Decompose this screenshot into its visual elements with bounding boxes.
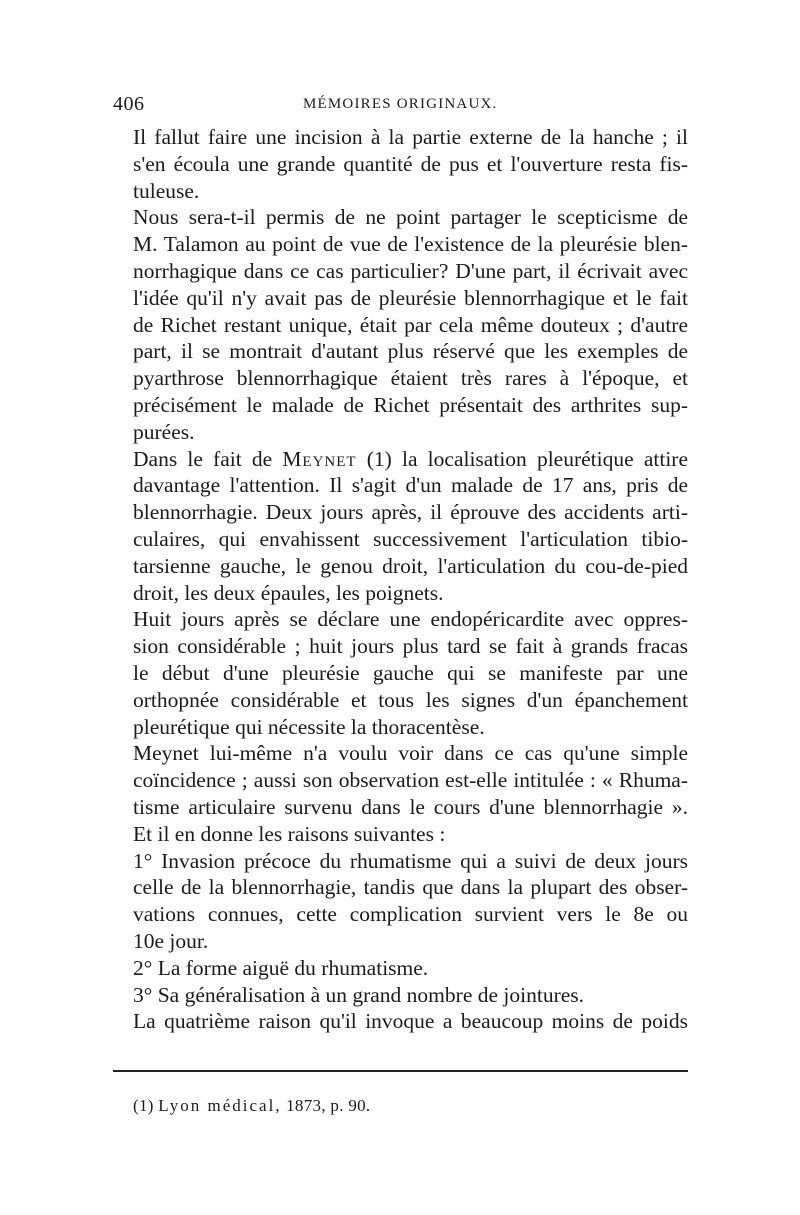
paragraph-9 [113,1008,688,1035]
paragraph-4 [113,606,688,740]
text-line: tisme articulaire survenu dans le cours d'une blennorrhagie ». [133,794,688,819]
paragraph-5 [113,740,688,847]
text-line: culaires, qui envahissent successivement l'articulation tibio- [133,526,688,551]
text-line: le début d'une pleurésie gauche qui se manifeste par une [133,660,688,685]
text-line: vations connues, cette complication survient vers le 8e ou [133,902,688,927]
text-line: 10e jour. [133,928,209,953]
text-line: Meynet lui-même n'a voulu voir dans ce cas qu'une simple [133,741,688,766]
body-text [113,124,688,1035]
text-line: 2° La forme aiguë du rhumatisme. [133,955,429,980]
text-line: celle de la blennorrhagie, tandis que dans la plupart des obser- [133,875,688,900]
text-line: pleurétique qui nécessite la thoracentèse. [133,714,485,739]
text-line: Et il en donne les raisons suivantes : [133,821,446,846]
text-line: M. Talamon au point de vue de l'existence de la pleurésie blen- [133,232,688,257]
footnote-rule [113,1070,688,1072]
paragraph-2 [113,204,688,445]
footnote-marker: (1) [133,1096,154,1115]
text-line: Huit jours après se déclare une endopéricardite avec oppres- [133,607,688,632]
text-line: 3° Sa généralisation à un grand nombre de jointures. [133,982,585,1007]
page-header [113,93,688,119]
footnote-journal: Lyon médical, [158,1096,282,1115]
footnote-reference: 1873, p. 90. [286,1096,371,1115]
text-fragment: Dans le fait de [133,446,283,471]
text-line: purées. [133,419,195,444]
author-name: Meynet [282,446,357,471]
text-line: orthopnée considérable et tous les signes d'un épanchement [133,687,688,712]
text-line: 1° Invasion précoce du rhumatisme qui a suivi de deux jours [133,848,688,873]
text-line: tarsienne gauche, le genou droit, l'articulation du cou-de-pied [133,553,688,578]
text-line: Nous sera-t-il permis de ne point partager le scepticisme de [133,205,688,230]
text-line: s'en écoula une grande quantité de pus et l'ouverture resta fis- [133,151,688,176]
text-line: l'idée qu'il n'y avait pas de pleurésie blennorrhagique et le fait [133,285,688,310]
page-number: 406 [113,93,145,115]
text-fragment: (1) la localisation pleurétique attire [356,446,688,471]
text-line: norrhagique dans ce cas particulier? D'une part, il écrivait avec [133,258,688,283]
paragraph-7 [113,955,688,982]
text-line: droit, les deux épaules, les poignets. [133,580,444,605]
running-title: MÉMOIRES ORIGINAUX. [303,96,498,112]
text-line: sion considérable ; huit jours plus tard se fait à grands fracas [133,634,688,659]
text-line: pyarthrose blennorrhagique étaient très rares à l'époque, et [133,366,688,391]
text-line: part, il se montrait d'autant plus réservé que les exemples de [133,339,688,364]
text-line [113,446,688,473]
paragraph-1 [113,124,688,204]
footnote [133,1096,370,1116]
text-line: davantage l'attention. Il s'agit d'un malade de 17 ans, pris de [133,473,688,498]
paragraph-6 [113,848,688,955]
text-line: blennorrhagie. Deux jours après, il éprouve des accidents arti- [133,500,688,525]
text-line: tuleuse. [133,178,200,203]
text-line: La quatrième raison qu'il invoque a beaucoup moins de poids [133,1009,688,1034]
text-line: précisément le malade de Richet présentait des arthrites sup- [133,392,688,417]
paragraph-8 [113,982,688,1009]
paragraph-3 [113,446,688,607]
text-line: Il fallut faire une incision à la partie externe de la hanche ; il [133,125,688,149]
text-line: coïncidence ; aussi son observation est-elle intitulée : « Rhuma- [133,768,688,793]
text-line: de Richet restant unique, était par cela même douteux ; d'autre [133,312,688,337]
